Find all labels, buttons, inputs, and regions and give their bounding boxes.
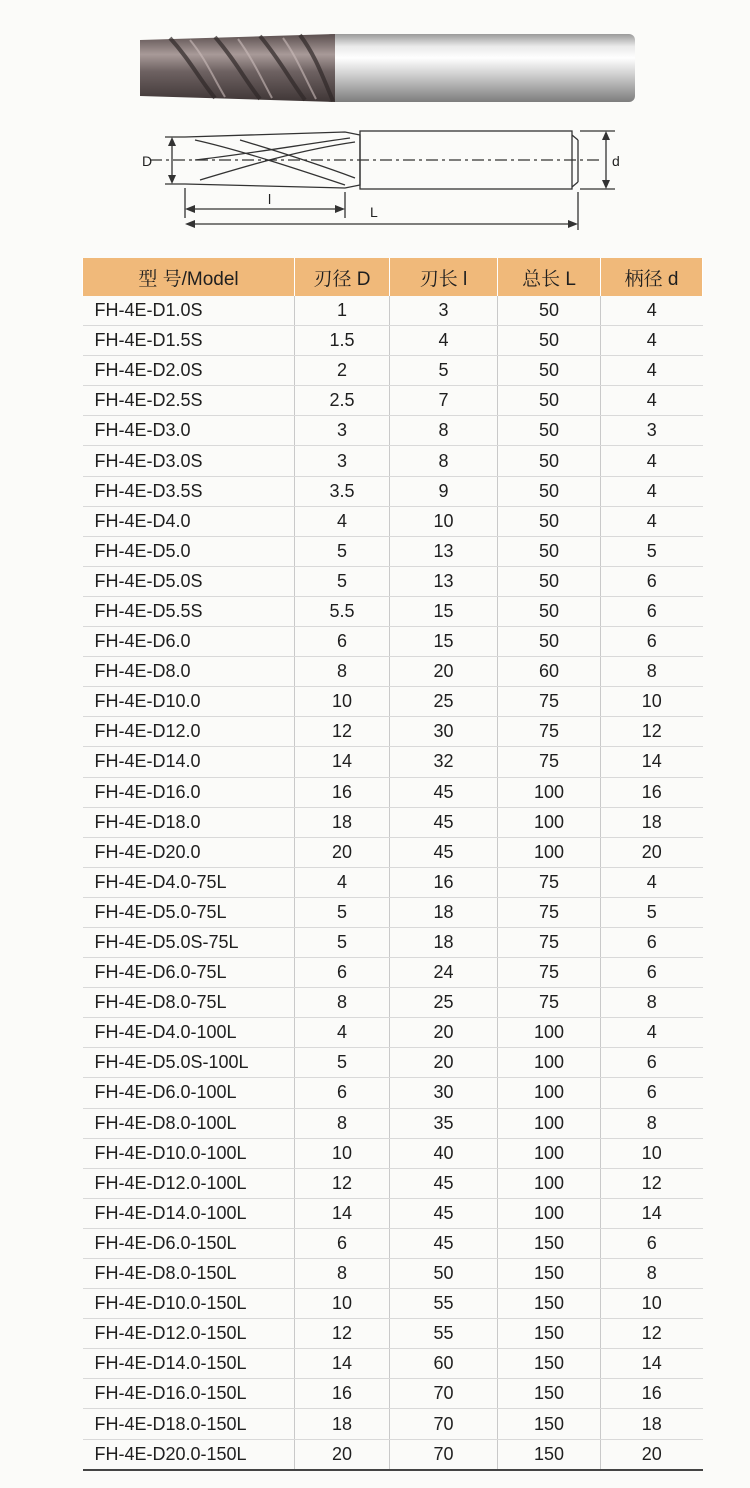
- cell-cutting-diameter: 20: [295, 837, 390, 867]
- cell-shank-diameter: 4: [601, 867, 703, 897]
- cell-model: FH-4E-D16.0: [83, 777, 295, 807]
- header-cutting-length: 刃长 l: [390, 258, 498, 296]
- cell-cutting-diameter: 4: [295, 506, 390, 536]
- cell-model: FH-4E-D6.0-150L: [83, 1228, 295, 1258]
- cell-cutting-diameter: 2: [295, 356, 390, 386]
- cell-overall-length: 50: [498, 566, 601, 596]
- header-cutting-diameter: 刃径 D: [295, 258, 390, 296]
- cell-shank-diameter: 10: [601, 1138, 703, 1168]
- table-row: [83, 958, 703, 988]
- cell-overall-length: 50: [498, 296, 601, 326]
- cell-shank-diameter: 18: [601, 807, 703, 837]
- cell-cutting-diameter: 12: [295, 717, 390, 747]
- cell-shank-diameter: 8: [601, 1108, 703, 1138]
- cell-shank-diameter: 14: [601, 1349, 703, 1379]
- table-row: [83, 296, 703, 326]
- cell-overall-length: 60: [498, 657, 601, 687]
- table-row: [83, 627, 703, 657]
- cell-overall-length: 100: [498, 1198, 601, 1228]
- cell-cutting-diameter: 6: [295, 1228, 390, 1258]
- cell-model: FH-4E-D6.0: [83, 627, 295, 657]
- cell-model: FH-4E-D10.0: [83, 687, 295, 717]
- cell-overall-length: 75: [498, 927, 601, 957]
- cell-cutting-diameter: 3: [295, 446, 390, 476]
- cell-model: FH-4E-D10.0-100L: [83, 1138, 295, 1168]
- cell-shank-diameter: 6: [601, 596, 703, 626]
- table-row: [83, 1319, 703, 1349]
- cell-overall-length: 50: [498, 627, 601, 657]
- cell-overall-length: 50: [498, 596, 601, 626]
- table-row: [83, 807, 703, 837]
- cell-model: FH-4E-D14.0-150L: [83, 1349, 295, 1379]
- table-row: [83, 1138, 703, 1168]
- cell-model: FH-4E-D8.0-75L: [83, 988, 295, 1018]
- cell-overall-length: 150: [498, 1228, 601, 1258]
- header-model: 型 号/Model: [83, 258, 295, 296]
- cell-shank-diameter: 14: [601, 1198, 703, 1228]
- table-row: [83, 1168, 703, 1198]
- cell-cutting-length: 30: [390, 717, 498, 747]
- cell-cutting-diameter: 14: [295, 1198, 390, 1228]
- cell-model: FH-4E-D12.0-100L: [83, 1168, 295, 1198]
- cell-shank-diameter: 4: [601, 386, 703, 416]
- cell-cutting-length: 9: [390, 476, 498, 506]
- cell-shank-diameter: 6: [601, 1048, 703, 1078]
- cell-overall-length: 100: [498, 807, 601, 837]
- cell-cutting-diameter: 6: [295, 958, 390, 988]
- cell-cutting-diameter: 12: [295, 1168, 390, 1198]
- cell-cutting-length: 7: [390, 386, 498, 416]
- cell-cutting-length: 60: [390, 1349, 498, 1379]
- cell-shank-diameter: 4: [601, 356, 703, 386]
- cell-shank-diameter: 5: [601, 536, 703, 566]
- cell-cutting-diameter: 3: [295, 416, 390, 446]
- cell-cutting-length: 24: [390, 958, 498, 988]
- table-row: [83, 1108, 703, 1138]
- cell-overall-length: 50: [498, 386, 601, 416]
- table-row: [83, 1439, 703, 1470]
- cell-shank-diameter: 20: [601, 1439, 703, 1470]
- cell-shank-diameter: 8: [601, 988, 703, 1018]
- cell-cutting-diameter: 16: [295, 1379, 390, 1409]
- cell-model: FH-4E-D18.0: [83, 807, 295, 837]
- cell-model: FH-4E-D18.0-150L: [83, 1409, 295, 1439]
- table-row: [83, 326, 703, 356]
- cell-shank-diameter: 10: [601, 1289, 703, 1319]
- cell-cutting-diameter: 2.5: [295, 386, 390, 416]
- cell-cutting-length: 16: [390, 867, 498, 897]
- cell-model: FH-4E-D5.0S-75L: [83, 927, 295, 957]
- cell-cutting-diameter: 5: [295, 927, 390, 957]
- cell-shank-diameter: 4: [601, 476, 703, 506]
- cell-cutting-length: 45: [390, 1228, 498, 1258]
- cell-cutting-length: 10: [390, 506, 498, 536]
- header-shank-diameter: 柄径 d: [601, 258, 703, 296]
- table-header-row: [83, 258, 703, 296]
- table-row: [83, 506, 703, 536]
- cell-model: FH-4E-D20.0: [83, 837, 295, 867]
- cell-cutting-length: 50: [390, 1259, 498, 1289]
- cell-overall-length: 100: [498, 1078, 601, 1108]
- cell-shank-diameter: 6: [601, 1078, 703, 1108]
- cell-cutting-diameter: 5: [295, 566, 390, 596]
- cell-cutting-diameter: 1: [295, 296, 390, 326]
- cell-shank-diameter: 4: [601, 296, 703, 326]
- cell-overall-length: 75: [498, 988, 601, 1018]
- cell-overall-length: 100: [498, 1108, 601, 1138]
- cell-cutting-length: 4: [390, 326, 498, 356]
- cell-cutting-diameter: 6: [295, 1078, 390, 1108]
- cell-shank-diameter: 4: [601, 326, 703, 356]
- cell-cutting-diameter: 10: [295, 687, 390, 717]
- table-row: [83, 1259, 703, 1289]
- dimension-label-L: L: [370, 204, 378, 220]
- cell-model: FH-4E-D1.0S: [83, 296, 295, 326]
- cell-model: FH-4E-D5.0: [83, 536, 295, 566]
- cell-cutting-diameter: 14: [295, 747, 390, 777]
- cell-cutting-length: 70: [390, 1379, 498, 1409]
- cell-model: FH-4E-D20.0-150L: [83, 1439, 295, 1470]
- cell-shank-diameter: 16: [601, 1379, 703, 1409]
- cell-cutting-length: 45: [390, 1168, 498, 1198]
- cell-cutting-diameter: 8: [295, 657, 390, 687]
- cell-model: FH-4E-D5.0S-100L: [83, 1048, 295, 1078]
- cell-cutting-diameter: 5.5: [295, 596, 390, 626]
- spec-table: [82, 258, 703, 1471]
- cell-cutting-length: 3: [390, 296, 498, 326]
- cell-cutting-length: 70: [390, 1439, 498, 1470]
- cell-overall-length: 150: [498, 1289, 601, 1319]
- cell-cutting-diameter: 5: [295, 897, 390, 927]
- cell-overall-length: 150: [498, 1409, 601, 1439]
- dimension-label-d: d: [612, 153, 620, 169]
- cell-cutting-length: 70: [390, 1409, 498, 1439]
- cell-cutting-length: 18: [390, 897, 498, 927]
- cell-cutting-length: 8: [390, 446, 498, 476]
- cell-shank-diameter: 8: [601, 1259, 703, 1289]
- table-row: [83, 837, 703, 867]
- cell-cutting-diameter: 16: [295, 777, 390, 807]
- cell-cutting-length: 55: [390, 1319, 498, 1349]
- cell-overall-length: 150: [498, 1259, 601, 1289]
- cell-cutting-diameter: 6: [295, 627, 390, 657]
- cell-overall-length: 75: [498, 897, 601, 927]
- cell-overall-length: 150: [498, 1379, 601, 1409]
- cell-cutting-diameter: 8: [295, 1108, 390, 1138]
- cell-overall-length: 150: [498, 1349, 601, 1379]
- table-row: [83, 747, 703, 777]
- table-row: [83, 1018, 703, 1048]
- cell-cutting-diameter: 10: [295, 1289, 390, 1319]
- cell-overall-length: 100: [498, 1168, 601, 1198]
- cell-overall-length: 100: [498, 1018, 601, 1048]
- table-row: [83, 566, 703, 596]
- cell-cutting-diameter: 4: [295, 867, 390, 897]
- cell-model: FH-4E-D8.0-150L: [83, 1259, 295, 1289]
- table-body: [83, 296, 703, 1470]
- cell-model: FH-4E-D12.0: [83, 717, 295, 747]
- cell-model: FH-4E-D14.0: [83, 747, 295, 777]
- cell-model: FH-4E-D4.0-75L: [83, 867, 295, 897]
- cell-model: FH-4E-D3.0: [83, 416, 295, 446]
- cell-shank-diameter: 5: [601, 897, 703, 927]
- table-row: [83, 687, 703, 717]
- cell-cutting-diameter: 10: [295, 1138, 390, 1168]
- cell-cutting-length: 8: [390, 416, 498, 446]
- cell-cutting-length: 45: [390, 777, 498, 807]
- table-row: [83, 1349, 703, 1379]
- cell-cutting-diameter: 8: [295, 1259, 390, 1289]
- cell-overall-length: 100: [498, 837, 601, 867]
- table-row: [83, 777, 703, 807]
- cell-cutting-length: 18: [390, 927, 498, 957]
- table-row: [83, 1048, 703, 1078]
- table-row: [83, 386, 703, 416]
- cell-overall-length: 50: [498, 506, 601, 536]
- cell-overall-length: 75: [498, 747, 601, 777]
- cell-overall-length: 75: [498, 717, 601, 747]
- cell-cutting-length: 45: [390, 1198, 498, 1228]
- cell-shank-diameter: 12: [601, 1168, 703, 1198]
- cell-shank-diameter: 4: [601, 506, 703, 536]
- cell-overall-length: 150: [498, 1439, 601, 1470]
- cell-model: FH-4E-D4.0-100L: [83, 1018, 295, 1048]
- cell-cutting-length: 32: [390, 747, 498, 777]
- cell-shank-diameter: 6: [601, 566, 703, 596]
- cell-cutting-diameter: 8: [295, 988, 390, 1018]
- cell-cutting-length: 15: [390, 596, 498, 626]
- cell-overall-length: 100: [498, 777, 601, 807]
- cell-shank-diameter: 12: [601, 1319, 703, 1349]
- cell-shank-diameter: 20: [601, 837, 703, 867]
- cell-cutting-length: 13: [390, 536, 498, 566]
- table-row: [83, 657, 703, 687]
- cell-overall-length: 50: [498, 476, 601, 506]
- cell-overall-length: 50: [498, 326, 601, 356]
- cell-shank-diameter: 8: [601, 657, 703, 687]
- cell-overall-length: 100: [498, 1048, 601, 1078]
- cell-model: FH-4E-D3.5S: [83, 476, 295, 506]
- cell-model: FH-4E-D10.0-150L: [83, 1289, 295, 1319]
- cell-cutting-length: 45: [390, 837, 498, 867]
- cell-shank-diameter: 18: [601, 1409, 703, 1439]
- cell-cutting-length: 15: [390, 627, 498, 657]
- table-row: [83, 1198, 703, 1228]
- cell-overall-length: 50: [498, 536, 601, 566]
- dimension-label-l: l: [268, 191, 272, 207]
- cell-model: FH-4E-D6.0-75L: [83, 958, 295, 988]
- table-row: [83, 416, 703, 446]
- cell-cutting-length: 40: [390, 1138, 498, 1168]
- table-row: [83, 1379, 703, 1409]
- cell-cutting-diameter: 3.5: [295, 476, 390, 506]
- cell-cutting-length: 5: [390, 356, 498, 386]
- cell-cutting-length: 45: [390, 807, 498, 837]
- cell-shank-diameter: 10: [601, 687, 703, 717]
- cell-model: FH-4E-D16.0-150L: [83, 1379, 295, 1409]
- table-row: [83, 1228, 703, 1258]
- table-row: [83, 596, 703, 626]
- cell-cutting-diameter: 12: [295, 1319, 390, 1349]
- dimension-label-D: D: [142, 153, 153, 169]
- end-mill-drawing: [0, 0, 750, 250]
- cell-overall-length: 150: [498, 1319, 601, 1349]
- cell-model: FH-4E-D8.0-100L: [83, 1108, 295, 1138]
- cell-cutting-length: 25: [390, 687, 498, 717]
- cell-cutting-diameter: 5: [295, 536, 390, 566]
- cell-shank-diameter: 4: [601, 1018, 703, 1048]
- header-overall-length: 总长 L: [498, 258, 601, 296]
- cell-cutting-length: 13: [390, 566, 498, 596]
- table-row: [83, 1289, 703, 1319]
- cell-model: FH-4E-D1.5S: [83, 326, 295, 356]
- cell-model: FH-4E-D14.0-100L: [83, 1198, 295, 1228]
- cell-cutting-length: 20: [390, 1048, 498, 1078]
- cell-cutting-diameter: 14: [295, 1349, 390, 1379]
- cell-model: FH-4E-D8.0: [83, 657, 295, 687]
- cell-cutting-diameter: 4: [295, 1018, 390, 1048]
- cell-shank-diameter: 16: [601, 777, 703, 807]
- cell-cutting-length: 20: [390, 1018, 498, 1048]
- cell-shank-diameter: 14: [601, 747, 703, 777]
- cell-cutting-diameter: 18: [295, 807, 390, 837]
- cell-model: FH-4E-D5.0S: [83, 566, 295, 596]
- table-row: [83, 897, 703, 927]
- cell-cutting-diameter: 1.5: [295, 326, 390, 356]
- cell-shank-diameter: 6: [601, 958, 703, 988]
- cell-model: FH-4E-D5.0-75L: [83, 897, 295, 927]
- cell-model: FH-4E-D6.0-100L: [83, 1078, 295, 1108]
- cell-model: FH-4E-D5.5S: [83, 596, 295, 626]
- cell-cutting-diameter: 18: [295, 1409, 390, 1439]
- cell-model: FH-4E-D2.0S: [83, 356, 295, 386]
- cell-cutting-length: 30: [390, 1078, 498, 1108]
- cell-cutting-length: 25: [390, 988, 498, 1018]
- cell-overall-length: 50: [498, 446, 601, 476]
- table-row: [83, 988, 703, 1018]
- table-row: [83, 446, 703, 476]
- cell-shank-diameter: 12: [601, 717, 703, 747]
- table-row: [83, 867, 703, 897]
- table-row: [83, 1409, 703, 1439]
- cell-model: FH-4E-D3.0S: [83, 446, 295, 476]
- table-row: [83, 927, 703, 957]
- cell-overall-length: 75: [498, 687, 601, 717]
- cell-shank-diameter: 6: [601, 627, 703, 657]
- table-row: [83, 1078, 703, 1108]
- cell-cutting-length: 35: [390, 1108, 498, 1138]
- cell-overall-length: 50: [498, 416, 601, 446]
- cell-shank-diameter: 6: [601, 927, 703, 957]
- cell-cutting-length: 20: [390, 657, 498, 687]
- cell-shank-diameter: 6: [601, 1228, 703, 1258]
- table-row: [83, 536, 703, 566]
- cell-shank-diameter: 3: [601, 416, 703, 446]
- cell-shank-diameter: 4: [601, 446, 703, 476]
- table-row: [83, 476, 703, 506]
- cell-overall-length: 100: [498, 1138, 601, 1168]
- cell-model: FH-4E-D2.5S: [83, 386, 295, 416]
- cell-cutting-diameter: 5: [295, 1048, 390, 1078]
- cell-overall-length: 75: [498, 958, 601, 988]
- cell-cutting-diameter: 20: [295, 1439, 390, 1470]
- cell-overall-length: 75: [498, 867, 601, 897]
- cell-overall-length: 50: [498, 356, 601, 386]
- cell-model: FH-4E-D4.0: [83, 506, 295, 536]
- table-row: [83, 356, 703, 386]
- cell-model: FH-4E-D12.0-150L: [83, 1319, 295, 1349]
- table-row: [83, 717, 703, 747]
- cell-cutting-length: 55: [390, 1289, 498, 1319]
